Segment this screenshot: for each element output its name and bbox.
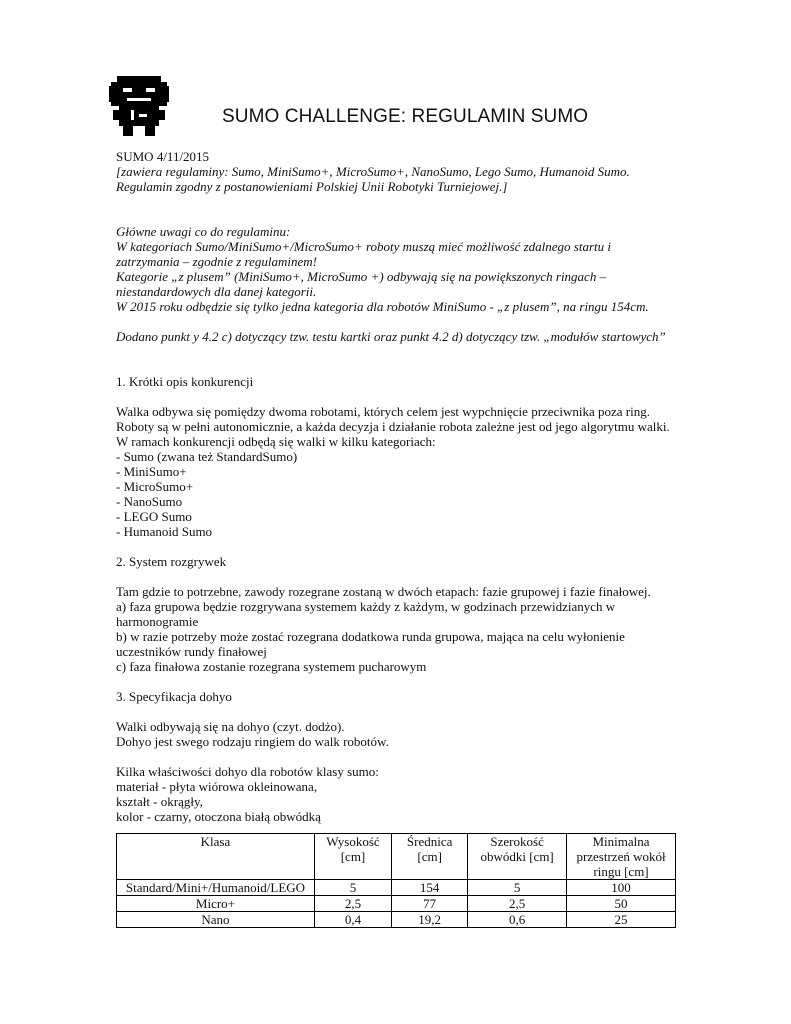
table-cell: 50 — [567, 896, 676, 912]
section2-line: harmonogramie — [116, 614, 199, 629]
table-cell: 2,5 — [468, 896, 567, 912]
intro-note-line: [zawiera regulaminy: Sumo, MiniSumo+, MicroSumo+, NanoSumo, Lego Sumo, Humanoid Sumo. — [116, 164, 630, 179]
table-header-cell: Szerokość obwódki [cm] — [468, 834, 567, 880]
section2-line: c) faza finałowa zostanie rozegrana systemem pucharowym — [116, 659, 427, 674]
remarks-line: Kategorie „z plusem” (MiniSumo+, MicroSumo +) odbywają się na powiększonych ringach – — [116, 269, 607, 284]
table-cell: 25 — [567, 912, 676, 928]
table-cell: Standard/Mini+/Humanoid/LEGO — [117, 880, 315, 896]
table-cell: Nano — [117, 912, 315, 928]
category-list-item: - LEGO Sumo — [116, 509, 192, 524]
intro-note-line: Regulamin zgodny z postanowieniami Polskiej Unii Robotyki Turniejowej.] — [116, 179, 508, 194]
section3-line: Kilka właściwości dohyo dla robotów klasy sumo: — [116, 764, 379, 779]
section3-line: kolor - czarny, otoczona białą obwódką — [116, 809, 321, 824]
section3-line: Dohyo jest swego rodzaju ringiem do walk robotów. — [116, 734, 389, 749]
table-cell: 5 — [314, 880, 391, 896]
table-header-cell: Średnica [cm] — [392, 834, 468, 880]
document-date: SUMO 4/11/2015 — [116, 149, 210, 164]
category-list-item: - MiniSumo+ — [116, 464, 187, 479]
table-header-cell: Minimalna przestrzeń wokół ringu [cm] — [567, 834, 676, 880]
section1-line: Roboty są w pełni autonomicznie, a każda decyzja i działanie robota zależne jest od jego algorytmu walki. — [116, 419, 670, 434]
section3-line: Walki odbywają się na dohyo (czyt. dodżo). — [116, 719, 345, 734]
table-cell: 0,6 — [468, 912, 567, 928]
table-row — [117, 912, 676, 928]
table-row — [117, 896, 676, 912]
section2-line: a) faza grupowa będzie rozgrywana systemem każdy z każdym, w godzinach przewidzianych w — [116, 599, 616, 614]
page-title: SUMO CHALLENGE: REGULAMIN SUMO — [222, 106, 589, 127]
table-row — [117, 880, 676, 896]
category-list-item: - NanoSumo — [116, 494, 183, 509]
section2-line: Tam gdzie to potrzebne, zawody rozegrane zostaną w dwóch etapach: fazie grupowej i fazie finałowej. — [116, 584, 651, 599]
section1-line: Walka odbywa się pomiędzy dwoma robotami, których celem jest wypchnięcie przeciwnika poza ring. — [116, 404, 650, 419]
table-cell: 19,2 — [392, 912, 468, 928]
category-list-item: - Humanoid Sumo — [116, 524, 213, 539]
table-cell: 2,5 — [314, 896, 391, 912]
section1-line: W ramach konkurencji odbędą się walki w kilku kategoriach: — [116, 434, 436, 449]
table-cell: 5 — [468, 880, 567, 896]
section-heading: 1. Krótki opis konkurencji — [116, 374, 254, 389]
robot-logo-icon — [109, 76, 169, 136]
remarks-line: niestandardowych dla danej kategorii. — [116, 284, 317, 299]
category-list-item: - Sumo (zwana też StandardSumo) — [116, 449, 298, 464]
remarks-line: zatrzymania – zgodnie z regulaminem! — [116, 254, 318, 269]
section2-line: b) w razie potrzeby może zostać rozegrana dodatkowa runda grupowa, mająca na celu wyłonienie — [116, 629, 625, 644]
section3-line: kształt - okrągły, — [116, 794, 203, 809]
section2-line: uczestników rundy finałowej — [116, 644, 267, 659]
document-body — [116, 149, 696, 824]
section-heading: 2. System rozgrywek — [116, 554, 227, 569]
table-cell: 154 — [392, 880, 468, 896]
table-cell: 100 — [567, 880, 676, 896]
table-header-row — [117, 834, 676, 880]
table-cell: 0,4 — [314, 912, 391, 928]
remarks-line: W 2015 roku odbędzie się tylko jedna kategoria dla robotów MiniSumo - „z plusem”, na ringu 154cm. — [116, 299, 649, 314]
dohyo-spec-table — [116, 833, 676, 928]
category-list-item: - MicroSumo+ — [116, 479, 194, 494]
section3-line: materiał - płyta wiórowa okleinowana, — [116, 779, 318, 794]
remarks-line: W kategoriach Sumo/MiniSumo+/MicroSumo+ roboty muszą mieć możliwość zdalnego startu i — [116, 239, 612, 254]
table-cell: Micro+ — [117, 896, 315, 912]
remarks-added-note: Dodano punkt y 4.2 c) dotyczący tzw. testu kartki oraz punkt 4.2 d) dotyczący tzw. „modułów startowych” — [116, 329, 666, 344]
table-header-cell: Klasa — [117, 834, 315, 880]
remarks-heading: Główne uwagi co do regulaminu: — [116, 224, 291, 239]
section-heading: 3. Specyfikacja dohyo — [116, 689, 232, 704]
table-cell: 77 — [392, 896, 468, 912]
table-header-cell: Wysokość [cm] — [314, 834, 391, 880]
